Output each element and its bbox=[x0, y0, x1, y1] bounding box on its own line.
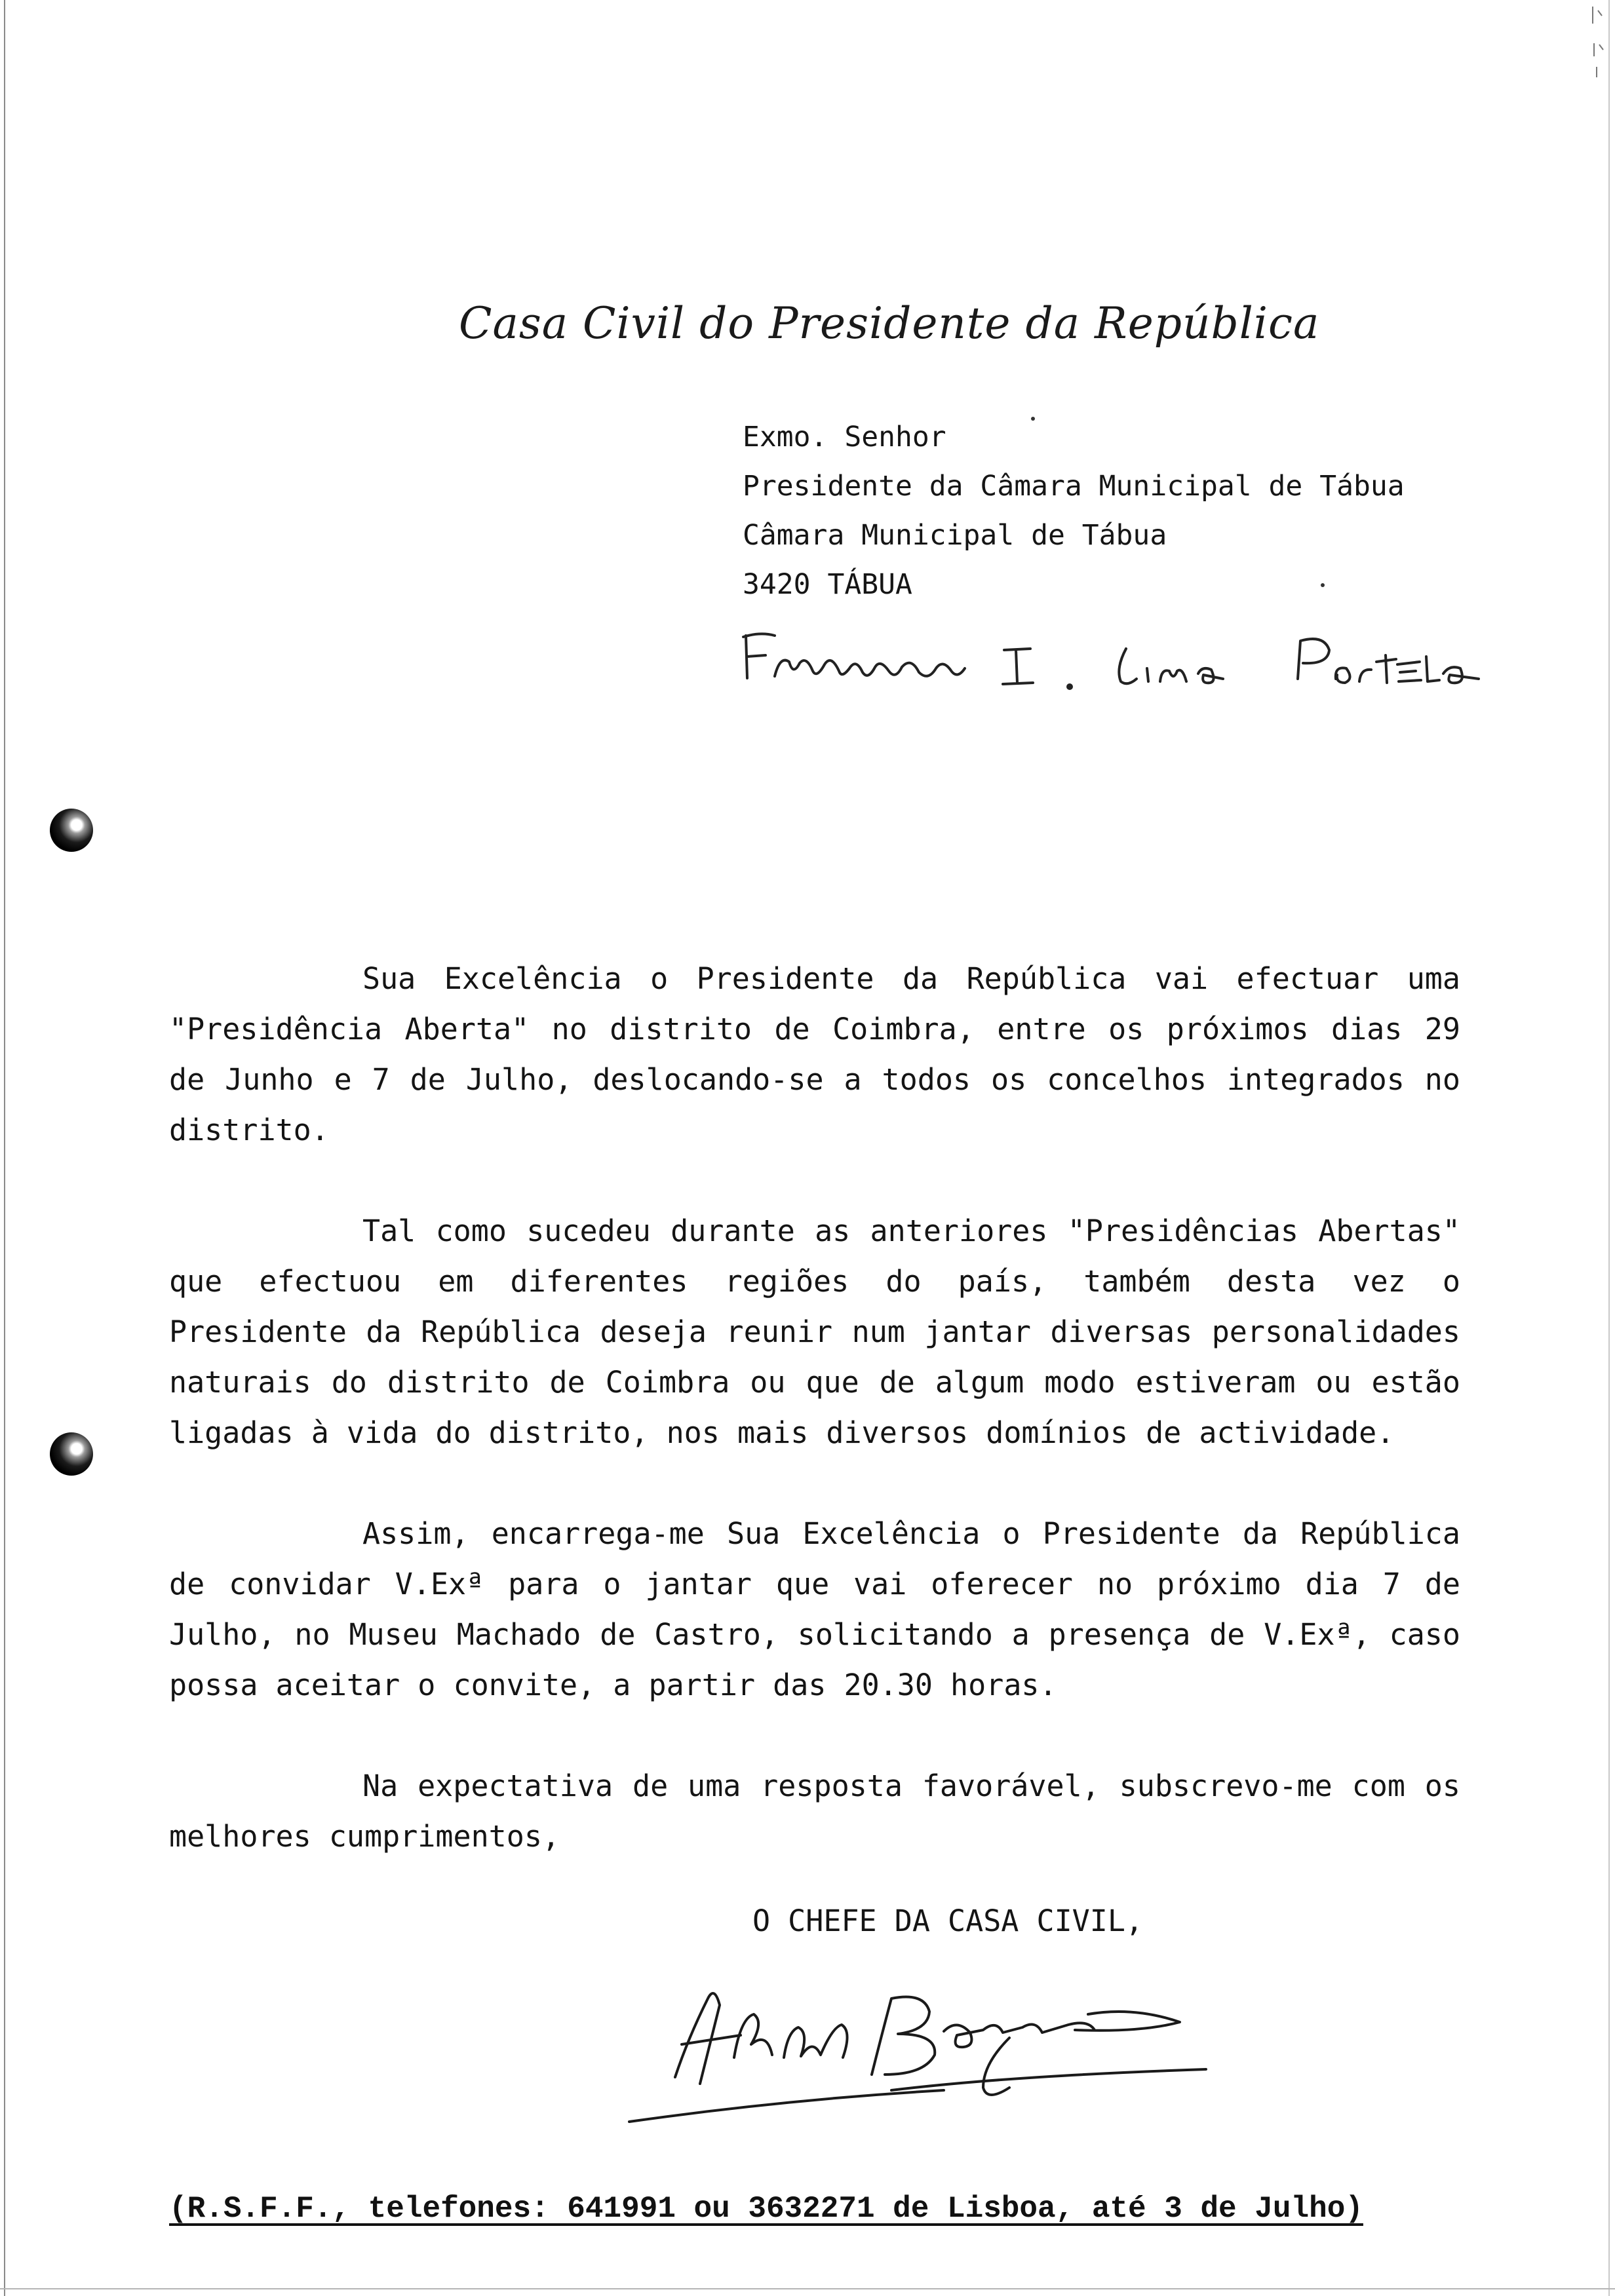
scan-margin-mark bbox=[1590, 4, 1606, 83]
recipient-line-3: 3420 TÁBUA bbox=[743, 568, 912, 601]
letter-body bbox=[169, 953, 1460, 1912]
handwritten-signature bbox=[616, 1959, 1258, 2130]
recipient-line-2: Câmara Municipal de Tábua bbox=[743, 519, 1167, 552]
signatory-title: O CHEFE DA CASA CIVIL, bbox=[752, 1904, 1144, 1938]
recipient-address-block bbox=[743, 413, 1405, 609]
pen-mark bbox=[1321, 583, 1325, 587]
rsvp-footer: (R.S.F.F., telefones: 641991 ou 3632271 de Lisboa, até 3 de Julho) bbox=[169, 2192, 1363, 2226]
punch-hole bbox=[50, 1432, 93, 1476]
body-paragraph-2: Tal como sucedeu durante as anteriores "Presidências Abertas" que efectuou em diferentes regiões do país, também desta vez o Presidente da República deseja reunir num jantar diversas personalidades naturais do distrito de Coimbra ou que de algum modo estiveram ou estão ligadas à vida do distrito, nos mais diversos domínios de actividade. bbox=[169, 1214, 1460, 1450]
letterhead-title: Casa Civil do Presidente da República bbox=[459, 298, 1320, 349]
recipient-salutation: Exmo. Senhor bbox=[743, 421, 946, 453]
body-paragraph-1: Sua Excelência o Presidente da República vai efectuar uma "Presidência Aberta" no distrito de Coimbra, entre os próximos dias 29 de Junho e 7 de Julho, deslocando-se a todos os concelhos integrados no distrito. bbox=[169, 961, 1460, 1147]
punch-hole bbox=[50, 809, 93, 852]
page-edge-left bbox=[4, 0, 5, 2296]
body-paragraph-4: Na expectativa de uma resposta favorável, subscrevo-me com os melhores cumprimentos, bbox=[169, 1769, 1460, 1854]
handwritten-recipient-name bbox=[734, 616, 1534, 701]
page-edge-bottom bbox=[0, 2288, 1615, 2289]
body-paragraph-3: Assim, encarrega-me Sua Excelência o Presidente da República de convidar V.Exª para o jantar que vai oferecer no próximo dia 7 de Julho, no Museu Machado de Castro, solicitando a presença de V.Exª, caso possa aceitar o convite, a partir das 20.30 horas. bbox=[169, 1516, 1460, 1702]
pen-mark bbox=[1031, 417, 1035, 421]
page-edge-right bbox=[1608, 0, 1610, 2296]
recipient-line-1: Presidente da Câmara Municipal de Tábua bbox=[743, 470, 1405, 503]
